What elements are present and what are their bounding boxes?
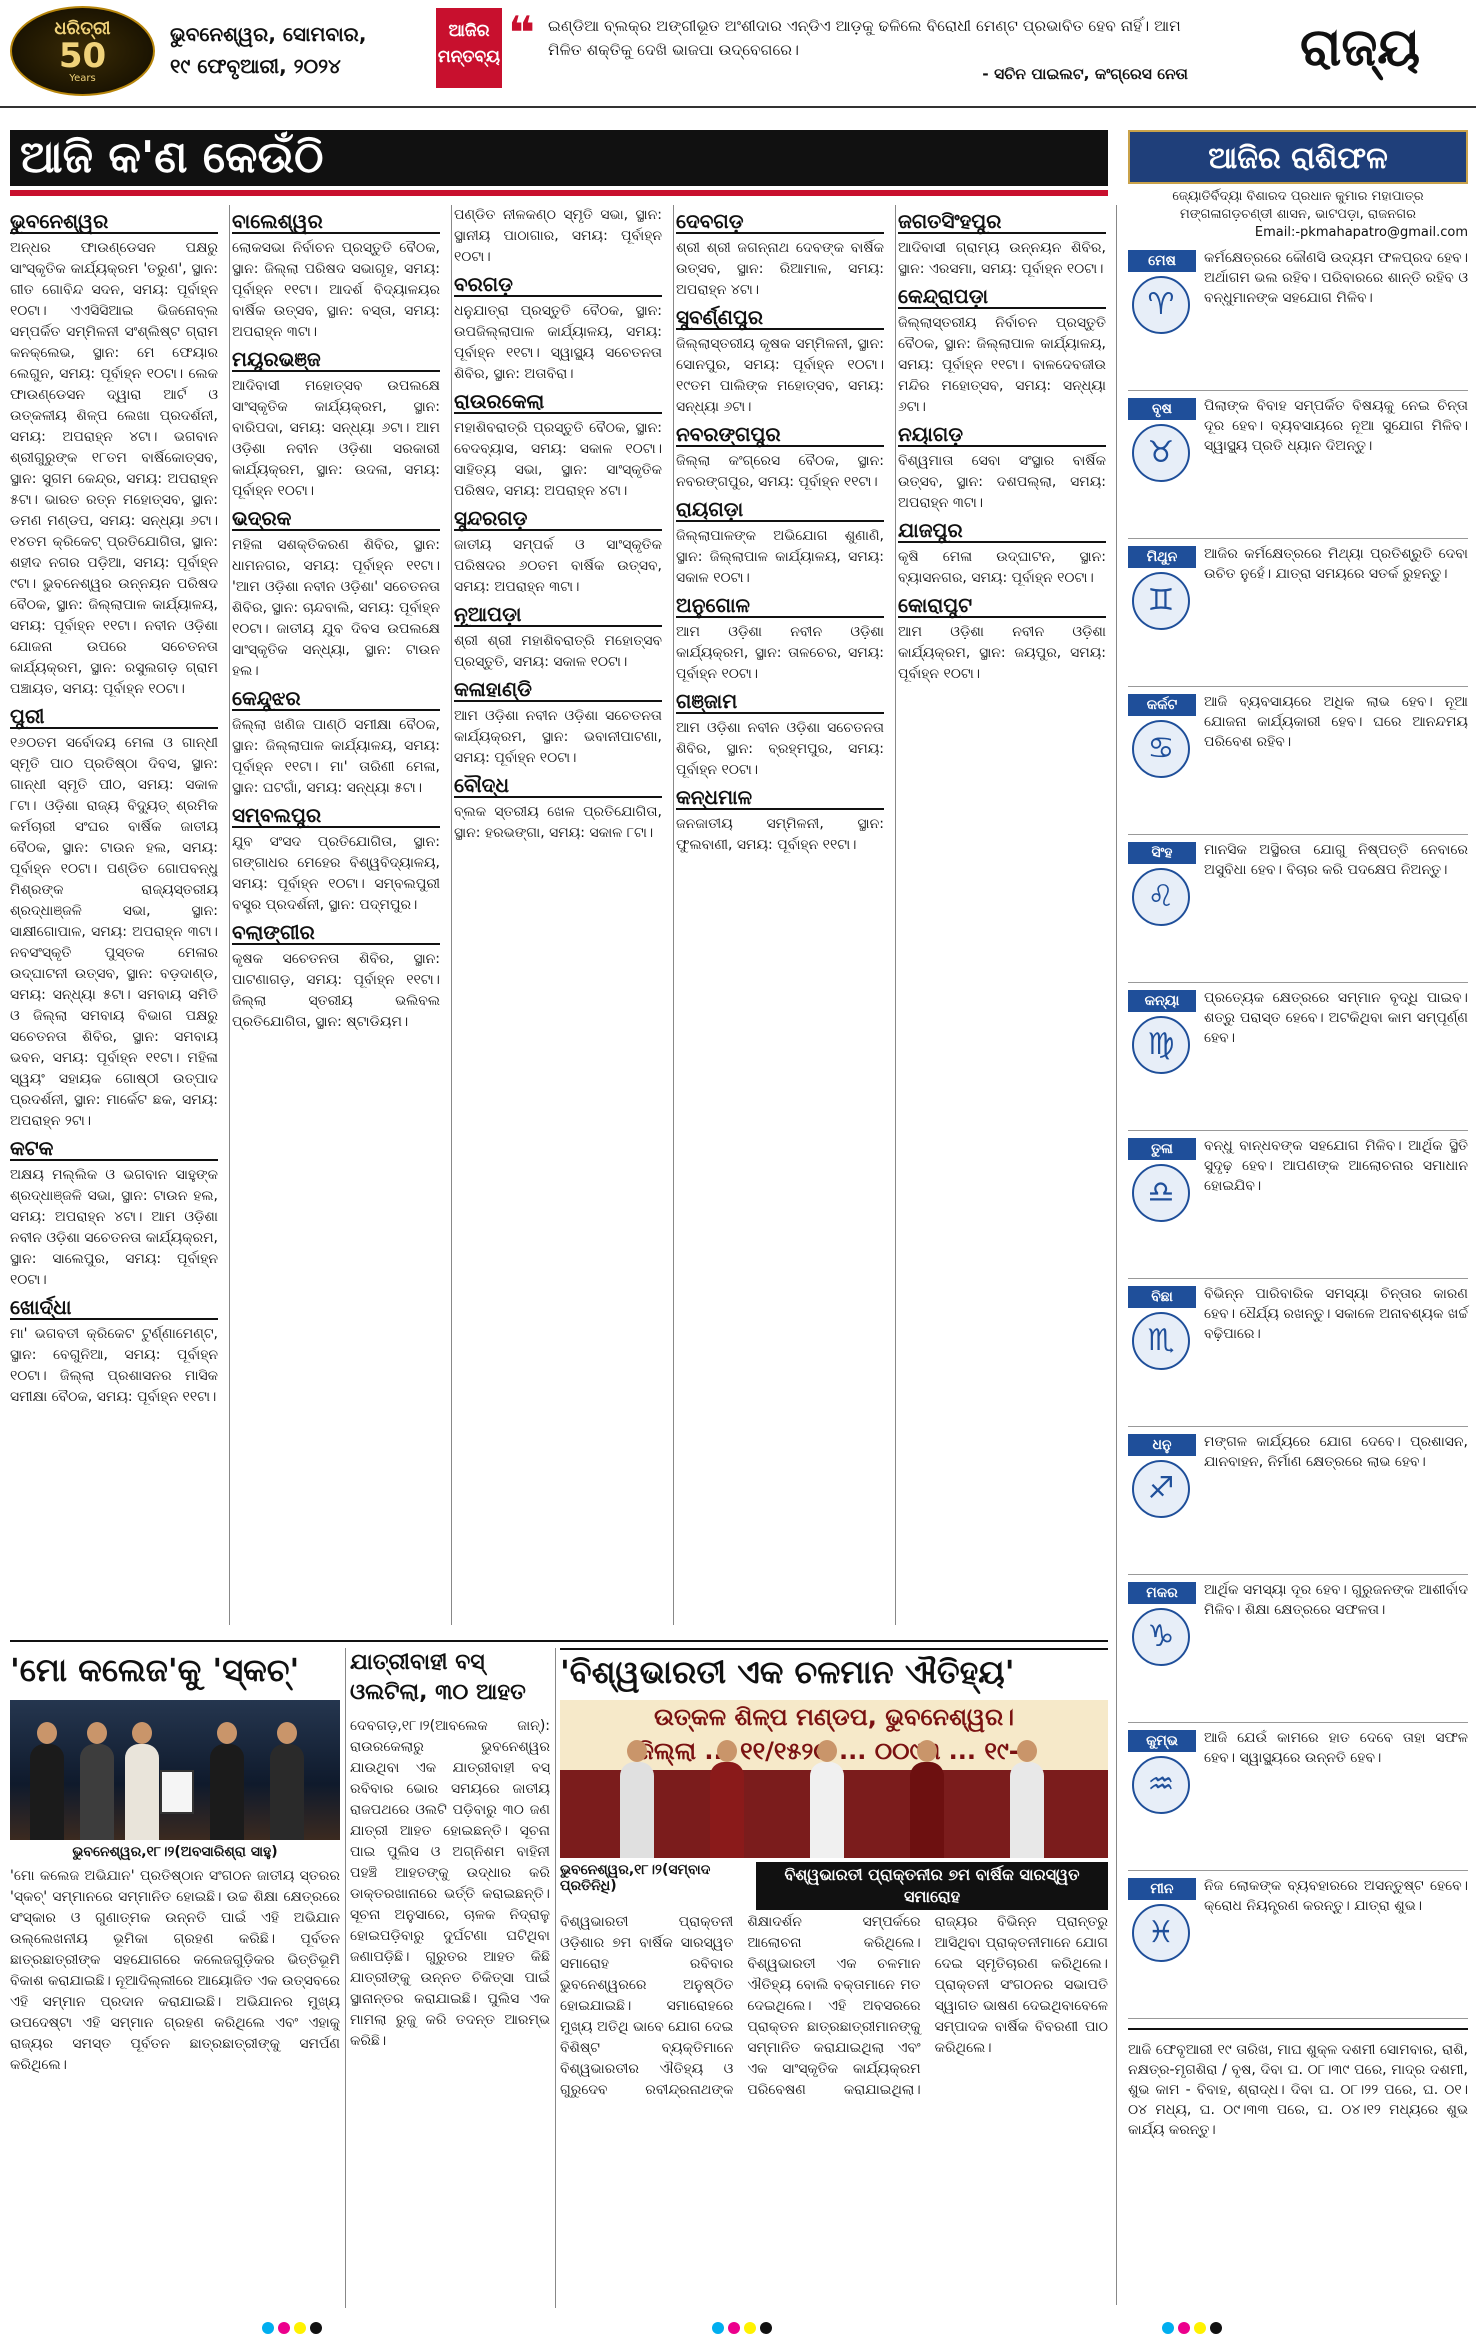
district-listing-text: ଅକ୍ଷୟ ମଲ୍ଲିକ ଓ ଭଗବାନ ସାହୁଙ୍କ ଶ୍ରଦ୍ଧାଞ୍ଜଳି ସଭା, ସ୍ଥାନ: ଟାଉନ ହଲ, ସମୟ: ଅପରାହ୍ନ ୪ଟା। ଆମ ଓଡ଼ିଶା ନବୀନ ଓଡ଼ିଶା ସଚେତନତା କାର୍ଯ୍ୟକ୍ରମ, ସ୍ଥାନ: ସାଲେପୁର, ସମୟ: ପୂର୍ବାହ୍ନ ୧୦ଟା।: [10, 1167, 218, 1288]
registration-dot: [1194, 2322, 1206, 2334]
zodiac-icon: ♑: [1132, 1608, 1190, 1666]
rashi-divider: [1128, 538, 1468, 539]
registration-dot: [1162, 2322, 1174, 2334]
district-heading: କେନ୍ଦ୍ରାପଡ଼ା: [898, 286, 1106, 309]
district-heading: ସୁନ୍ଦରଗଡ଼: [454, 508, 662, 531]
listing-column-4: [676, 205, 884, 1625]
registration-dot: [1178, 2322, 1190, 2334]
district-listing-text: ଜିଲ୍ଲା ଖଣିଜ ପାଣ୍ଠି ସମୀକ୍ଷା ବୈଠକ, ସ୍ଥାନ: ଜିଲ୍ଲାପାଳ କାର୍ଯ୍ୟାଳୟ, ସମୟ: ପୂର୍ବାହ୍ନ ୧୧ଟା। ମା' ତାରିଣୀ ମେଳା, ସ୍ଥାନ: ଘଟଗାଁ, ସମୟ: ସନ୍ଧ୍ୟା ୫ଟା।: [232, 717, 440, 796]
registration-dot: [310, 2322, 322, 2334]
rashi-forecast: ନିଜ ଲୋକଙ୍କ ବ୍ୟବହାରରେ ଅସନ୍ତୁଷ୍ଟ ହେବେ। କ୍ରୋଧ ନିୟନ୍ତ୍ରଣ କରନ୍ତୁ। ଯାତ୍ରା ଶୁଭ।: [1204, 1878, 1468, 1914]
story-1-title: 'ମୋ କଲେଜ'କୁ 'ସ୍କଚ୍': [10, 1651, 300, 1689]
registration-dot: [1210, 2322, 1222, 2334]
district-listing-text: ଲୋକସଭା ନିର୍ବାଚନ ପ୍ରସ୍ତୁତି ବୈଠକ, ସ୍ଥାନ: ଜିଲ୍ଲା ପରିଷଦ ସଭାଗୃହ, ସମୟ: ପୂର୍ବାହ୍ନ ୧୧ଟା। ଆଦର୍ଶ ବିଦ୍ୟାଳୟର ବାର୍ଷିକ ଉତ୍ସବ, ସ୍ଥାନ: ବସ୍ତା, ସମୟ: ଅପରାହ୍ନ ୩ଟା।: [232, 240, 440, 340]
date-line-2: ୧୯ ଫେବୃଆରୀ, ୨୦୨୪: [170, 54, 341, 78]
quote-text: ଇଣ୍ଡିଆ ବ୍ଲକ୍‌ର ଅଙ୍ଗୀଭୂତ ଅଂଶୀଦାର ଏନ୍‌ଡିଏ ଆଡ଼କୁ ଢଳିଲେ ବିରୋଧୀ ମେଣ୍ଟ ପ୍ରଭାବିତ ହେବ ନାହିଁ। ଆମ ମିଳିତ ଶକ୍ତିକୁ ଦେଖି ଭାଜପା ଉଦ୍‌ବେଗରେ।: [548, 17, 1181, 59]
column-divider: [555, 1648, 556, 2308]
panchang-text: ଆଜି ଫେବୃଆରୀ ୧୯ ତାରିଖ, ମାଘ ଶୁକ୍ଳ ଦଶମୀ ସୋମବାର, ରାଶି, ନକ୍ଷତ୍ର-ମୃଗଶିରା / ବୃଷ, ଦିବା ଘ. ୦୮।୩୯ ପରେ, ମାଦ୍ର ଦଶମୀ, ଶୁଭ କାମ - ବିବାହ, ଶ୍ରାଦ୍ଧ। ଦିବା ଘ. ୦୮।୨୨ ପରେ, ଘ. ୦୧।୦୪ ମଧ୍ୟ, ଘ. ୦୯।୩୩ ପରେ, ଘ. ୦୪।୧୨ ମଧ୍ୟରେ ଶୁଭ କାର୍ଯ୍ୟ କରନ୍ତୁ।: [1128, 2028, 1468, 2140]
photo-person: [270, 1744, 304, 1840]
quote-block: [548, 14, 1188, 86]
column-divider: [451, 205, 452, 1625]
rashi-forecast: ବିଭିନ୍ନ ପାରିବାରିକ ସମସ୍ୟା ଚିନ୍ତାର କାରଣ ହେବ। ଧୈର୍ଯ୍ୟ ରଖନ୍ତୁ। ସକାଳେ ଅନାବଶ୍ୟକ ଖର୍ଚ୍ଚ ବଢ଼ିପାରେ।: [1204, 1286, 1468, 1342]
rashi-name: ଧନୁ: [1128, 1434, 1196, 1456]
rashi-name: କନ୍ୟା: [1128, 990, 1196, 1012]
award-certificate: [160, 1770, 194, 1814]
story-3-title: 'ବିଶ୍ୱଭାରତୀ ଏକ ଚଳମାନ ଐତିହ୍ୟ': [560, 1648, 1108, 1694]
rashi-name: କୁମ୍ଭ: [1128, 1730, 1196, 1752]
rashi-divider: [1128, 1722, 1468, 1723]
district-listing-text: ଜନଜାତୀୟ ସମ୍ମିଳନୀ, ସ୍ଥାନ: ଫୁଲବାଣୀ, ସମୟ: ପୂର୍ବାହ୍ନ ୧୧ଟା।: [676, 816, 884, 853]
district-heading: ବରଗଡ଼: [454, 274, 662, 297]
district-heading: ନୂଆପଡ଼ା: [454, 604, 662, 627]
district-listing-text: ଜିଲ୍ଲାସ୍ତରୀୟ ନିର୍ବାଚନ ପ୍ରସ୍ତୁତି ବୈଠକ, ସ୍ଥାନ: ଜିଲ୍ଲାପାଳ କାର୍ଯ୍ୟାଳୟ, ସମୟ: ପୂର୍ବାହ୍ନ ୧୧ଟା। ବାଳଦେବଜୀଉ ମନ୍ଦିର ମହୋତ୍ସବ, ସମୟ: ସନ୍ଧ୍ୟା ୬ଟା।: [898, 315, 1106, 415]
district-heading: ବୌଦ୍ଧ: [454, 775, 662, 798]
district-listing-text: ମହାଶିବରାତ୍ରି ପ୍ରସ୍ତୁତି ବୈଠକ, ସ୍ଥାନ: ବେଦବ୍ୟାସ, ସମୟ: ସକାଳ ୧୦ଟା। ସାହିତ୍ୟ ସଭା, ସ୍ଥାନ: ସାଂସ୍କୃତିକ ପରିଷଦ, ସମୟ: ଅପରାହ୍ନ ୪ଟା।: [454, 420, 662, 499]
story-3-caption: ଭୁବନେଶ୍ୱର,୧୮।୨(ସମ୍ବାଦ ପ୍ରତିନିଧି): [560, 1862, 711, 1894]
district-heading: ଗଞ୍ଜାମ: [676, 691, 884, 714]
district-heading: ବାଲେଶ୍ୱର: [232, 211, 440, 234]
photo-person: [210, 1744, 244, 1840]
rashi-divider: [1128, 1870, 1468, 1871]
registration-dot: [728, 2322, 740, 2334]
photo-person: [80, 1744, 114, 1840]
registration-dot: [262, 2322, 274, 2334]
district-heading: ରାୟଗଡ଼ା: [676, 499, 884, 522]
rashi-name: ମକର: [1128, 1582, 1196, 1604]
column-divider: [673, 205, 674, 1625]
rashifal-author-line-2: ମଙ୍ଗଳାଗଡ଼ଚଣ୍ଡୀ ଶାସନ, ଭାଟପଡ଼ା, ରାଜନଗର: [1179, 207, 1417, 222]
quote-author: - ସଚିନ ପାଇଲଟ, କଂଗ୍ରେସ ନେତା: [982, 65, 1188, 83]
rashi-divider: [1128, 2018, 1468, 2019]
district-listing-text: ଶ୍ରୀ ଶ୍ରୀ ମହାଶିବରାତ୍ରି ମହୋତ୍ସବ ପ୍ରସ୍ତୁତି, ସମୟ: ସକାଳ ୧୦ଟା।: [454, 633, 662, 670]
rashi-forecast: ମାନସିକ ଅସ୍ଥିରତା ଯୋଗୁ ନିଷ୍ପତ୍ତି ନେବାରେ ଅସୁବିଧା ହେବ। ବିଚାର କରି ପଦକ୍ଷେପ ନିଅନ୍ତୁ।: [1204, 842, 1468, 878]
photo-person: [1010, 1762, 1044, 1858]
district-listing-text: ଅନ୍ଧର ଫାଉଣ୍ଡେସନ ପକ୍ଷରୁ ସାଂସ୍କୃତିକ କାର୍ଯ୍ୟକ୍ରମ 'ତରୁଣ', ସ୍ଥାନ: ଗୀତ ଗୋବିନ୍ଦ ସଦନ, ସମୟ: ପୂର୍ବାହ୍ନ ୧୦ଟା। ଏଏସିସିଆଇ ଭିଜନୋବ୍ଲ ସମ୍ପର୍କିତ ସମ୍ମିଳନୀ ସଂଶ୍ଲିଷ୍ଟ ଗ୍ରାମ କନକ୍ଲେଭ, ସ୍ଥାନ: ମେ ଫେୟାର ଲେଗୁନ, ସମୟ: ପୂର୍ବାହ୍ନ ୧୦ଟା। ଲେକ ଫାଉଣ୍ଡେସନ ଦ୍ୱାରା ଆର୍ଟ ଓ ଉତ୍କଳୀୟ ଶିଳ୍ପ ଲେଖା ପ୍ରଦର୍ଶନୀ, ସମୟ: ଅପରାହ୍ନ ୪ଟା। ଭଗବାନ ଶ୍ରୀଗୁରୁଙ୍କ ୧୮ତମ ବାର୍ଷିକୋତ୍ସବ, ସ୍ଥାନ: ସୁଗମ କେନ୍ଦ୍ର, ସମୟ: ଅପରାହ୍ନ ୫ଟା। ଭାରତ ରତ୍ନ ମହୋତ୍ସବ, ସ୍ଥାନ: ଡମଣ ମଣ୍ଡପ, ସମୟ: ସନ୍ଧ୍ୟା ୬ଟା। ୧୪ତମ କ୍ରିକେଟ୍ ପ୍ରତିଯୋଗିତା, ସ୍ଥାନ: ଶହୀଦ ନଗର ପଡ଼ିଆ, ସମୟ: ପୂର୍ବାହ୍ନ ୯ଟା। ଭୁବନେଶ୍ୱର ଉନ୍ନୟନ ପରିଷଦ ବୈଠକ, ସ୍ଥାନ: ଜିଲ୍ଲାପାଳ କାର୍ଯ୍ୟାଳୟ, ସମୟ: ପୂର୍ବାହ୍ନ ୧୧ଟା। ନବୀନ ଓଡ଼ିଶା ଯୋଜନା ଉପରେ ସଚେତନତା କାର୍ଯ୍ୟକ୍ରମ, ସ୍ଥାନ: ରସୁଲଗଡ଼ ଗ୍ରାମ ପଞ୍ଚାୟତ, ସମୟ: ପୂର୍ବାହ୍ନ ୧୦ଟା।: [10, 240, 218, 697]
district-heading: ରାଉରକେଲା: [454, 391, 662, 414]
rashi-item: [1128, 396, 1468, 536]
district-listing-text: ଜାତୀୟ ସମ୍ପର୍କ ଓ ସାଂସ୍କୃତିକ ପରିଷଦର ୬୦ତମ ବାର୍ଷିକ ଉତ୍ସବ, ସମୟ: ଅପରାହ୍ନ ୩ଟା।: [454, 537, 662, 595]
district-heading: ନବରଙ୍ଗପୁର: [676, 424, 884, 447]
district-listing-text: ପଣ୍ଡିତ ନୀଳକଣ୍ଠ ସ୍ମୃତି ସଭା, ସ୍ଥାନ: ସ୍ଥାନୀୟ ପାଠାଗାର, ସମୟ: ପୂର୍ବାହ୍ନ ୧୦ଟା।: [454, 207, 662, 265]
zodiac-icon: ♍: [1132, 1016, 1190, 1074]
zodiac-icon: ♐: [1132, 1460, 1190, 1518]
rashi-name: ମେଷ: [1128, 250, 1196, 272]
quote-mark-icon: ❝: [508, 6, 535, 60]
zodiac-icon: ♊: [1132, 572, 1190, 630]
district-listing-text: ଜିଲ୍ଲା କଂଗ୍ରେସ ବୈଠକ, ସ୍ଥାନ: ନବରଙ୍ଗପୁର, ସମୟ: ପୂର୍ବାହ୍ନ ୧୧ଟା।: [676, 453, 884, 490]
headline-stripe: [10, 190, 1108, 196]
registration-dot: [712, 2322, 724, 2334]
district-listing-text: ଆମ ଓଡ଼ିଶା ନବୀନ ଓଡ଼ିଶା ସଚେତନତା ଶିବିର, ସ୍ଥାନ: ବ୍ରହ୍ମପୁର, ସମୟ: ପୂର୍ବାହ୍ନ ୧୦ଟା।: [676, 720, 884, 778]
photo-person: [910, 1762, 944, 1858]
photo-person: [620, 1762, 654, 1858]
rashi-divider: [1128, 1130, 1468, 1131]
district-listing-text: ଆମ ଓଡ଼ିଶା ନବୀନ ଓଡ଼ିଶା ସଚେତନତା କାର୍ଯ୍ୟକ୍ରମ, ସ୍ଥାନ: ଭବାନୀପାଟଣା, ସମୟ: ପୂର୍ବାହ୍ନ ୧୦ଟା।: [454, 708, 662, 766]
rashi-forecast: ଆଜି ବ୍ୟବସାୟରେ ଅଧିକ ଲାଭ ହେବ। ନୂଆ ଯୋଜନା କାର୍ଯ୍ୟକାରୀ ହେବ। ଘରେ ଆନନ୍ଦମୟ ପରିବେଶ ରହିବ।: [1204, 694, 1468, 750]
listing-column-3: [454, 205, 662, 1625]
listing-column-1: [10, 205, 218, 1625]
rashi-divider: [1128, 1574, 1468, 1575]
story-1-body: 'ମୋ କଲେଜ ଅଭିଯାନ' ପ୍ରତିଷ୍ଠାନ ସଂଗଠନ ଜାତୀୟ ସ୍ତରର 'ସ୍କଚ୍' ସମ୍ମାନରେ ସମ୍ମାନିତ ହୋଇଛି। ଉଚ୍ଚ ଶିକ୍ଷା କ୍ଷେତ୍ରରେ ସଂସ୍କାର ଓ ଗୁଣାତ୍ମକ ଉନ୍ନତି ପାଇଁ ଏହି ଅଭିଯାନ ଉଲ୍ଲେଖନୀୟ ଭୂମିକା ଗ୍ରହଣ କରିଛି। ପୂର୍ବତନ ଛାତ୍ରଛାତ୍ରୀଙ୍କ ସହଯୋଗରେ କଲେଜଗୁଡ଼ିକର ଭିତ୍ତିଭୂମି ବିକାଶ କରାଯାଇଛି। ନୂଆଦିଲ୍ଲୀରେ ଆୟୋଜିତ ଏକ ଉତ୍ସବରେ ଏହି ସମ୍ମାନ ପ୍ରଦାନ କରାଯାଇଛି। ଅଭିଯାନର ମୁଖ୍ୟ ଉପଦେଷ୍ଟା ଏହି ସମ୍ମାନ ଗ୍ରହଣ କରିଥିଲେ ଏବଂ ଏହାକୁ ରାଜ୍ୟର ସମସ୍ତ ପୂର୍ବତନ ଛାତ୍ରଛାତ୍ରୀଙ୍କୁ ସମର୍ପଣ କରିଥିଲେ।: [10, 1868, 340, 2073]
rashi-forecast: ଆଜିର କର୍ମକ୍ଷେତ୍ରରେ ମିଥ୍ୟା ପ୍ରତିଶ୍ରୁତି ଦେବା ଉଚିତ ନୁହେଁ। ଯାତ୍ରା ସମୟରେ ସତର୍କ ରୁହନ୍ତୁ।: [1204, 546, 1468, 582]
rashi-name: ବିଛା: [1128, 1286, 1196, 1308]
district-listing-text: କୃଷି ମେଳା ଉଦ୍‌ଘାଟନ, ସ୍ଥାନ: ବ୍ୟାସନଗର, ସମୟ: ପୂର୍ବାହ୍ନ ୧୦ଟା।: [898, 549, 1106, 586]
photo-person: [810, 1762, 844, 1858]
district-heading: ଦେବଗଡ଼: [676, 211, 884, 234]
rashi-divider: [1128, 1278, 1468, 1279]
rashi-name: ସିଂହ: [1128, 842, 1196, 864]
section-divider: [10, 1640, 1108, 1642]
district-heading: ଭଦ୍ରକ: [232, 508, 440, 531]
zodiac-icon: ♎: [1132, 1164, 1190, 1222]
district-heading: ଭୁବନେଶ୍ୱର: [10, 211, 218, 234]
district-heading: ସମ୍ବଲପୁର: [232, 805, 440, 828]
rashi-item: [1128, 1728, 1468, 1868]
district-heading: କଳାହାଣ୍ଡି: [454, 679, 662, 702]
rashi-divider: [1128, 982, 1468, 983]
district-listing-text: ଜିଲ୍ଲାପାଳଙ୍କ ଅଭିଯୋଗ ଶୁଣାଣି, ସ୍ଥାନ: ଜିଲ୍ଲାପାଳ କାର୍ଯ୍ୟାଳୟ, ସମୟ: ସକାଳ ୧୦ଟା।: [676, 528, 884, 586]
zodiac-icon: ♓: [1132, 1904, 1190, 1962]
district-listing-text: ଆଦିବାସୀ ଗ୍ରାମ୍ୟ ଉନ୍ନୟନ ଶିବିର, ସ୍ଥାନ: ଏରସମା, ସମୟ: ପୂର୍ବାହ୍ନ ୧୦ଟା।: [898, 240, 1106, 277]
rashi-item: [1128, 840, 1468, 980]
rashi-forecast: ପିଲାଙ୍କ ବିବାହ ସମ୍ପର୍କିତ ବିଷୟକୁ ନେଇ ଚିନ୍ତା ଦୂର ହେବ। ବ୍ୟବସାୟରେ ନୂଆ ସୁଯୋଗ ମିଳିବ। ସ୍ୱାସ୍ଥ୍ୟ ପ୍ରତି ଧ୍ୟାନ ଦିଅନ୍ତୁ।: [1204, 398, 1468, 454]
district-heading: କଟକ: [10, 1138, 218, 1161]
zodiac-icon: ♉: [1132, 424, 1190, 482]
rashi-forecast: ବନ୍ଧୁ ବାନ୍ଧବଙ୍କ ସହଯୋଗ ମିଳିବ। ଆର୍ଥିକ ସ୍ଥିତି ସୁଦୃଢ଼ ହେବ। ଆପଣଙ୍କ ଆଲୋଚନାର ସମାଧାନ ହୋଇଯିବ।: [1204, 1138, 1468, 1194]
zodiac-icon: ♈: [1132, 276, 1190, 334]
rashi-item: [1128, 1580, 1468, 1720]
registration-dot: [294, 2322, 306, 2334]
column-divider: [1116, 205, 1117, 2305]
masthead: [0, 0, 1476, 108]
logo-years: 50: [58, 36, 107, 76]
story-3-body: ବିଶ୍ୱଭାରତୀ ପ୍ରାକ୍ତନୀ ଓଡ଼ିଶାର ୭ମ ବାର୍ଷିକ ସାରସ୍ୱତ ସମାରୋହ ରବିବାର ଭୁବନେଶ୍ୱରରେ ଅନୁଷ୍ଠିତ ହୋଇଯାଇଛି। ସମାରୋହରେ ମୁଖ୍ୟ ଅତିଥି ଭାବେ ଯୋଗ ଦେଇ ବିଶିଷ୍ଟ ବ୍ୟକ୍ତିମାନେ ବିଶ୍ୱଭାରତୀର ଐତିହ୍ୟ ଓ ଗୁରୁଦେବ ରବୀନ୍ଦ୍ରନାଥଙ୍କ ଶିକ୍ଷାଦର୍ଶନ ସମ୍ପର୍କରେ ଆଲୋଚନା କରିଥିଲେ। ବିଶ୍ୱଭାରତୀ ଏକ ଚଳମାନ ଐତିହ୍ୟ ବୋଲି ବକ୍ତାମାନେ ମତ ଦେଇଥିଲେ। ଏହି ଅବସରରେ ପ୍ରାକ୍ତନ ଛାତ୍ରଛାତ୍ରୀମାନଙ୍କୁ ସମ୍ମାନିତ କରାଯାଇଥିଲା ଏବଂ ଏକ ସାଂସ୍କୃତିକ କାର୍ଯ୍ୟକ୍ରମ ପରିବେଷଣ କରାଯାଇଥିଲା। ରାଜ୍ୟର ବିଭିନ୍ନ ପ୍ରାନ୍ତରୁ ଆସିଥିବା ପ୍ରାକ୍ତନୀମାନେ ଯୋଗ ଦେଇ ସ୍ମୃତିଚାରଣ କରିଥିଲେ। ପ୍ରାକ୍ତନୀ ସଂଗଠନର ସଭାପତି ସ୍ୱାଗତ ଭାଷଣ ଦେଇଥିବାବେଳେ ସମ୍ପାଦକ ବାର୍ଷିକ ବିବରଣୀ ପାଠ କରିଥିଲେ।: [560, 1914, 1108, 2098]
rashi-name: ମୀନ: [1128, 1878, 1196, 1900]
logo-name: ଧରିତ୍ରୀ: [54, 18, 111, 39]
page-headline: ଆଜି କ'ଣ କେଉଁଠି: [10, 130, 1108, 186]
story-3-subhead: ବିଶ୍ୱଭାରତୀ ପ୍ରାକ୍ତନୀର ୭ମ ବାର୍ଷିକ ସାରସ୍ୱତ ସମାରୋହ: [756, 1862, 1108, 1910]
photo-person: [30, 1744, 64, 1840]
district-listing-text: ଆମ ଓଡ଼ିଶା ନବୀନ ଓଡ଼ିଶା କାର୍ଯ୍ୟକ୍ରମ, ସ୍ଥାନ: ତାଳଚେର, ସମୟ: ପୂର୍ବାହ୍ନ ୧୦ଟା।: [676, 624, 884, 682]
photo-person: [710, 1762, 744, 1858]
rashi-forecast: କର୍ମକ୍ଷେତ୍ରରେ କୌଣସି ଉଦ୍ୟମ ଫଳପ୍ରଦ ହେବ। ଅର୍ଥାଗମ ଭଲ ରହିବ। ପରିବାରରେ ଶାନ୍ତି ରହିବ ଓ ବନ୍ଧୁମାନଙ୍କ ସହଯୋଗ ମିଳିବ।: [1204, 250, 1468, 306]
rashi-item: [1128, 988, 1468, 1128]
district-listing-text: ଆମ ଓଡ଼ିଶା ନବୀନ ଓଡ଼ିଶା କାର୍ଯ୍ୟକ୍ରମ, ସ୍ଥାନ: ଜୟପୁର, ସମୟ: ପୂର୍ବାହ୍ନ ୧୦ଟା।: [898, 624, 1106, 682]
district-heading: ମୟୂରଭଞ୍ଜ: [232, 349, 440, 372]
story-3-photo: [560, 1700, 1108, 1858]
district-listing-text: ମା' ଭଗବତୀ କ୍ରିକେଟ ଟୁର୍ଣ୍ଣାମେଣ୍ଟ, ସ୍ଥାନ: ବେଗୁନିଆ, ସମୟ: ପୂର୍ବାହ୍ନ ୧୦ଟା। ଜିଲ୍ଲା ପ୍ରଶାସନର ମାସିକ ସମୀକ୍ଷା ବୈଠକ, ସମୟ: ପୂର୍ବାହ୍ନ ୧୧ଟା।: [10, 1326, 218, 1405]
registration-dot: [760, 2322, 772, 2334]
zodiac-icon: ♏: [1132, 1312, 1190, 1370]
district-heading: ଜଗତସିଂହପୁର: [898, 211, 1106, 234]
district-listing-text: ମହିଳା ସଶକ୍ତିକରଣ ଶିବିର, ସ୍ଥାନ: ଧାମନଗର, ସମୟ: ପୂର୍ବାହ୍ନ ୧୧ଟା। 'ଆମ ଓଡ଼ିଶା ନବୀନ ଓଡ଼ିଶା' ସଚେତନତା ଶିବିର, ସ୍ଥାନ: ଚାନ୍ଦବାଲି, ସମୟ: ପୂର୍ବାହ୍ନ ୧୦ଟା। ଜାତୀୟ ଯୁବ ଦିବସ ଉପଲକ୍ଷେ ସାଂସ୍କୃତିକ ସନ୍ଧ୍ୟା, ସ୍ଥାନ: ଟାଉନ ହଲ।: [232, 537, 440, 679]
district-heading: ସୁବର୍ଣ୍ଣପୁର: [676, 307, 884, 330]
district-listing-text: ଧନୁଯାତ୍ରା ପ୍ରସ୍ତୁତି ବୈଠକ, ସ୍ଥାନ: ଉପଜିଲ୍ଲାପାଳ କାର୍ଯ୍ୟାଳୟ, ସମୟ: ପୂର୍ବାହ୍ନ ୧୧ଟା। ସ୍ୱାସ୍ଥ୍ୟ ସଚେତନତା ଶିବିର, ସ୍ଥାନ: ଅତାବିରା।: [454, 303, 662, 382]
rashi-forecast: ମଙ୍ଗଳ କାର୍ଯ୍ୟରେ ଯୋଗ ଦେବେ। ପ୍ରଶାସନ, ଯାନବାହନ, ନିର୍ମାଣ କ୍ଷେତ୍ରରେ ଲାଭ ହେବ।: [1204, 1434, 1468, 1470]
rashi-divider: [1128, 686, 1468, 687]
rashi-forecast: ପ୍ରତ୍ୟେକ କ୍ଷେତ୍ରରେ ସମ୍ମାନ ବୃଦ୍ଧି ପାଇବ। ଶତ୍ରୁ ପରାସ୍ତ ହେବେ। ଅଟକିଥିବା କାମ ସମ୍ପୂର୍ଣ୍ଣ ହେବ।: [1204, 990, 1468, 1046]
registration-dot: [744, 2322, 756, 2334]
quote-label: ଆଜିର ମନ୍ତବ୍ୟ: [436, 8, 502, 88]
column-divider: [229, 205, 230, 1625]
rashifal-title: ଆଜିର ରାଶିଫଳ: [1128, 130, 1468, 184]
registration-dot: [278, 2322, 290, 2334]
district-heading: ଅନୁଗୋଳ: [676, 595, 884, 618]
rashi-name: ତୁଳା: [1128, 1138, 1196, 1160]
dateline: [170, 18, 410, 82]
rashi-name: ମିଥୁନ: [1128, 546, 1196, 568]
banner-line-1: ଉତ୍କଳ ଶିଳ୍ପ ମଣ୍ଡପ, ଭୁବନେଶ୍ୱର।: [653, 1703, 1015, 1731]
zodiac-icon: ♋: [1132, 720, 1190, 778]
rashi-item: [1128, 248, 1468, 388]
rashi-item: [1128, 544, 1468, 684]
district-listing-text: ବିଶ୍ୱମାତା ସେବା ସଂସ୍ଥାର ବାର୍ଷିକ ଉତ୍ସବ, ସ୍ଥାନ: ଦଶପଲ୍ଲା, ସମୟ: ଅପରାହ୍ନ ୩ଟା।: [898, 453, 1106, 511]
rashi-divider: [1128, 834, 1468, 835]
rashi-item: [1128, 1876, 1468, 2016]
district-listing-text: ଶ୍ରୀ ଶ୍ରୀ ଜଗନ୍ନାଥ ଦେବଙ୍କ ବାର୍ଷିକ ଉତ୍ସବ, ସ୍ଥାନ: ରିଆମାଳ, ସମୟ: ଅପରାହ୍ନ ୪ଟା।: [676, 240, 884, 298]
district-heading: ବଲାଙ୍ଗୀର: [232, 922, 440, 945]
rashi-forecast: ଆଜି ଯେଉଁ କାମରେ ହାତ ଦେବେ ତାହା ସଫଳ ହେବ। ସ୍ୱାସ୍ଥ୍ୟରେ ଉନ୍ନତି ହେବ।: [1204, 1730, 1468, 1766]
section-name: ରାଜ୍ୟ: [1300, 18, 1421, 78]
district-heading: କୋରାପୁଟ: [898, 595, 1106, 618]
district-listing-text: ଆଦିବାସୀ ମହୋତ୍ସବ ଉପଲକ୍ଷେ ସାଂସ୍କୃତିକ କାର୍ଯ୍ୟକ୍ରମ, ସ୍ଥାନ: ବାରିପଦା, ସମୟ: ସନ୍ଧ୍ୟା ୬ଟା। ଆମ ଓଡ଼ିଶା ନବୀନ ଓଡ଼ିଶା ସରକାରୀ କାର୍ଯ୍ୟକ୍ରମ, ସ୍ଥାନ: ଉଦଳା, ସମୟ: ପୂର୍ବାହ୍ନ ୧୦ଟା।: [232, 378, 440, 499]
banner-line-2: ଜିଲ୍ଲା ୧୧/୧୫୨୦ ... ୦୦୯୩ ... ୧୯-୨: [637, 1737, 1031, 1765]
rashi-divider: [1128, 390, 1468, 391]
rashi-forecast: ଆର୍ଥିକ ସମସ୍ୟା ଦୂର ହେବ। ଗୁରୁଜନଙ୍କ ଆଶୀର୍ବାଦ ମିଳିବ। ଶିକ୍ଷା କ୍ଷେତ୍ରରେ ସଫଳତା।: [1204, 1582, 1468, 1618]
district-listing-text: ବ୍ଲକ ସ୍ତରୀୟ ଖେଳ ପ୍ରତିଯୋଗିତା, ସ୍ଥାନ: ହରଭଙ୍ଗା, ସମୟ: ସକାଳ ୮ଟା।: [454, 804, 662, 841]
district-heading: ପୁରୀ: [10, 706, 218, 729]
district-listing-text: ଯୁବ ସଂସଦ ପ୍ରତିଯୋଗିତା, ସ୍ଥାନ: ଗଙ୍ଗାଧର ମେହେର ବିଶ୍ୱବିଦ୍ୟାଳୟ, ସମୟ: ପୂର୍ବାହ୍ନ ୧୦ଟା। ସମ୍ବଲପୁରୀ ବସ୍ତ୍ର ପ୍ରଦର୍ଶନୀ, ସ୍ଥାନ: ପଦ୍ମପୁର।: [232, 834, 440, 913]
district-heading: କନ୍ଧମାଳ: [676, 787, 884, 810]
listing-column-2: [232, 205, 440, 1625]
rashi-item: [1128, 1136, 1468, 1276]
story-1-caption: ଭୁବନେଶ୍ୱର,୧୮।୨(ଅବସାରିଶ୍ରା ସାହୁ): [72, 1844, 278, 1860]
district-heading: ଯାଜପୁର: [898, 520, 1106, 543]
rashi-item: [1128, 1284, 1468, 1424]
rashi-divider: [1128, 1426, 1468, 1427]
rashifal-email: Email:-pkmahapatro@gmail.com: [1254, 225, 1468, 240]
newspaper-logo: [10, 6, 155, 96]
district-listing-text: ଜିଲ୍ଲାସ୍ତରୀୟ କୃଷକ ସମ୍ମିଳନୀ, ସ୍ଥାନ: ସୋନପୁର, ସମୟ: ପୂର୍ବାହ୍ନ ୧୦ଟା। ୧୯ତମ ପାଲିଙ୍କ ମହୋତ୍ସବ, ସମୟ: ସନ୍ଧ୍ୟା ୬ଟା।: [676, 336, 884, 415]
column-divider: [345, 1648, 346, 2308]
rashi-item: [1128, 692, 1468, 832]
photo-person: [125, 1744, 159, 1840]
rashifal-author: [1128, 188, 1468, 242]
rashi-item: [1128, 1432, 1468, 1572]
district-heading: ନୟାଗଡ଼: [898, 424, 1106, 447]
district-heading: ଖୋର୍ଦ୍ଧା: [10, 1297, 218, 1320]
district-heading: କେନ୍ଦୁଝର: [232, 688, 440, 711]
rashifal-author-line-1: ଜ୍ୟୋତିର୍ବିଦ୍ୟା ବିଶାରଦ ପ୍ରଧାନ କୁମାର ମହାପାତ୍ର: [1172, 189, 1424, 204]
date-line-1: ଭୁବନେଶ୍ୱର, ସୋମବାର,: [170, 22, 367, 46]
zodiac-icon: ♒: [1132, 1756, 1190, 1814]
zodiac-icon: ♌: [1132, 868, 1190, 926]
logo-years-label: Years: [69, 73, 96, 84]
print-registration-marks: [0, 2318, 1476, 2339]
district-listing-text: କୃଷକ ସଚେତନତା ଶିବିର, ସ୍ଥାନ: ପାଟଣାଗଡ଼, ସମୟ: ପୂର୍ବାହ୍ନ ୧୧ଟା। ଜିଲ୍ଲା ସ୍ତରୀୟ ଭଲିବଲ ପ୍ରତିଯୋଗିତା, ସ୍ଥାନ: ଷ୍ଟାଡିୟମ।: [232, 951, 440, 1030]
story-1-photo: [10, 1700, 340, 1840]
district-listing-text: ୧୬୦ତମ ସର୍ବୋଦୟ ମେଳା ଓ ଗାନ୍ଧୀ ସ୍ମୃତି ପାଠ ପ୍ରତିଷ୍ଠା ଦିବସ, ସ୍ଥାନ: ଗାନ୍ଧୀ ସ୍ମୃତି ପୀଠ, ସମୟ: ସକାଳ ୮ଟା। ଓଡ଼ିଶା ରାଜ୍ୟ ବିଦ୍ୟୁତ୍ ଶ୍ରମିକ କର୍ମଚାରୀ ସଂଘର ବାର୍ଷିକ ଜାତୀୟ ବୈଠକ, ସ୍ଥାନ: ଟାଉନ ହଲ, ସମୟ: ପୂର୍ବାହ୍ନ ୧୦ଟା। ପଣ୍ଡିତ ଗୋପବନ୍ଧୁ ମିଶ୍ରଙ୍କ ରାଜ୍ୟସ୍ତରୀୟ ଶ୍ରଦ୍ଧାଞ୍ଜଳି ସଭା, ସ୍ଥାନ: ସାକ୍ଷୀଗୋପାଳ, ସମୟ: ଅପରାହ୍ନ ୩ଟା। ନବସଂସ୍କୃତି ପୁସ୍ତକ ମେଳାର ଉଦ୍‌ଘାଟନୀ ଉତ୍ସବ, ସ୍ଥାନ: ବଡ଼ଦାଣ୍ଡ, ସମୟ: ସନ୍ଧ୍ୟା ୫ଟା। ସମବାୟ ସମିତି ଓ ଜିଲ୍ଲା ସମବାୟ ବିଭାଗ ପକ୍ଷରୁ ସଚେତନତା ଶିବିର, ସ୍ଥାନ: ସମବାୟ ଭବନ, ସମୟ: ପୂର୍ବାହ୍ନ ୧୧ଟା। ମହିଳା ସ୍ୱୟଂ ସହାୟକ ଗୋଷ୍ଠୀ ଉତ୍ପାଦ ପ୍ରଦର୍ଶନୀ, ସ୍ଥାନ: ମାର୍କେଟ ଛକ, ସମୟ: ଅପରାହ୍ନ ୨ଟା।: [10, 735, 218, 1129]
story-2-title: ଯାତ୍ରୀବାହୀ ବସ୍ ଓଲଟିଲା, ୩୦ ଆହତ: [350, 1650, 526, 1705]
rashi-name: ବୃଷ: [1128, 398, 1196, 420]
column-divider: [895, 205, 896, 1625]
listing-column-5: [898, 205, 1106, 1625]
rashi-name: କର୍କଟ: [1128, 694, 1196, 716]
story-2-body: ଦେବଗଡ଼,୧୮।୨(ଆବଲେକ ଜାନ୍): ରାଉରକେଲାରୁ ଭୁବନେଶ୍ୱର ଯାଉଥିବା ଏକ ଯାତ୍ରୀବାହୀ ବସ୍ ରବିବାର ଭୋର ସମୟରେ ଜାତୀୟ ରାଜପଥରେ ଓଲଟି ପଡ଼ିବାରୁ ୩୦ ଜଣ ଯାତ୍ରୀ ଆହତ ହୋଇଛନ୍ତି। ସୂଚନା ପାଇ ପୁଲିସ ଓ ଅଗ୍ନିଶମ ବାହିନୀ ପହଞ୍ଚି ଆହତଙ୍କୁ ଉଦ୍ଧାର କରି ଡାକ୍ତରଖାନାରେ ଭର୍ତ୍ତି କରାଇଛନ୍ତି। ସୂଚନା ଅନୁସାରେ, ଚାଳକ ନିଦ୍ରାଳୁ ହୋଇପଡ଼ିବାରୁ ଦୁର୍ଘଟଣା ଘଟିଥିବା ଜଣାପଡ଼ିଛି। ଗୁରୁତର ଆହତ କିଛି ଯାତ୍ରୀଙ୍କୁ ଉନ୍ନତ ଚିକିତ୍ସା ପାଇଁ ସ୍ଥାନାନ୍ତର କରାଯାଇଛି। ପୁଲିସ ଏକ ମାମଲା ରୁଜୁ କରି ତଦନ୍ତ ଆରମ୍ଭ କରିଛି।: [350, 1718, 550, 2049]
